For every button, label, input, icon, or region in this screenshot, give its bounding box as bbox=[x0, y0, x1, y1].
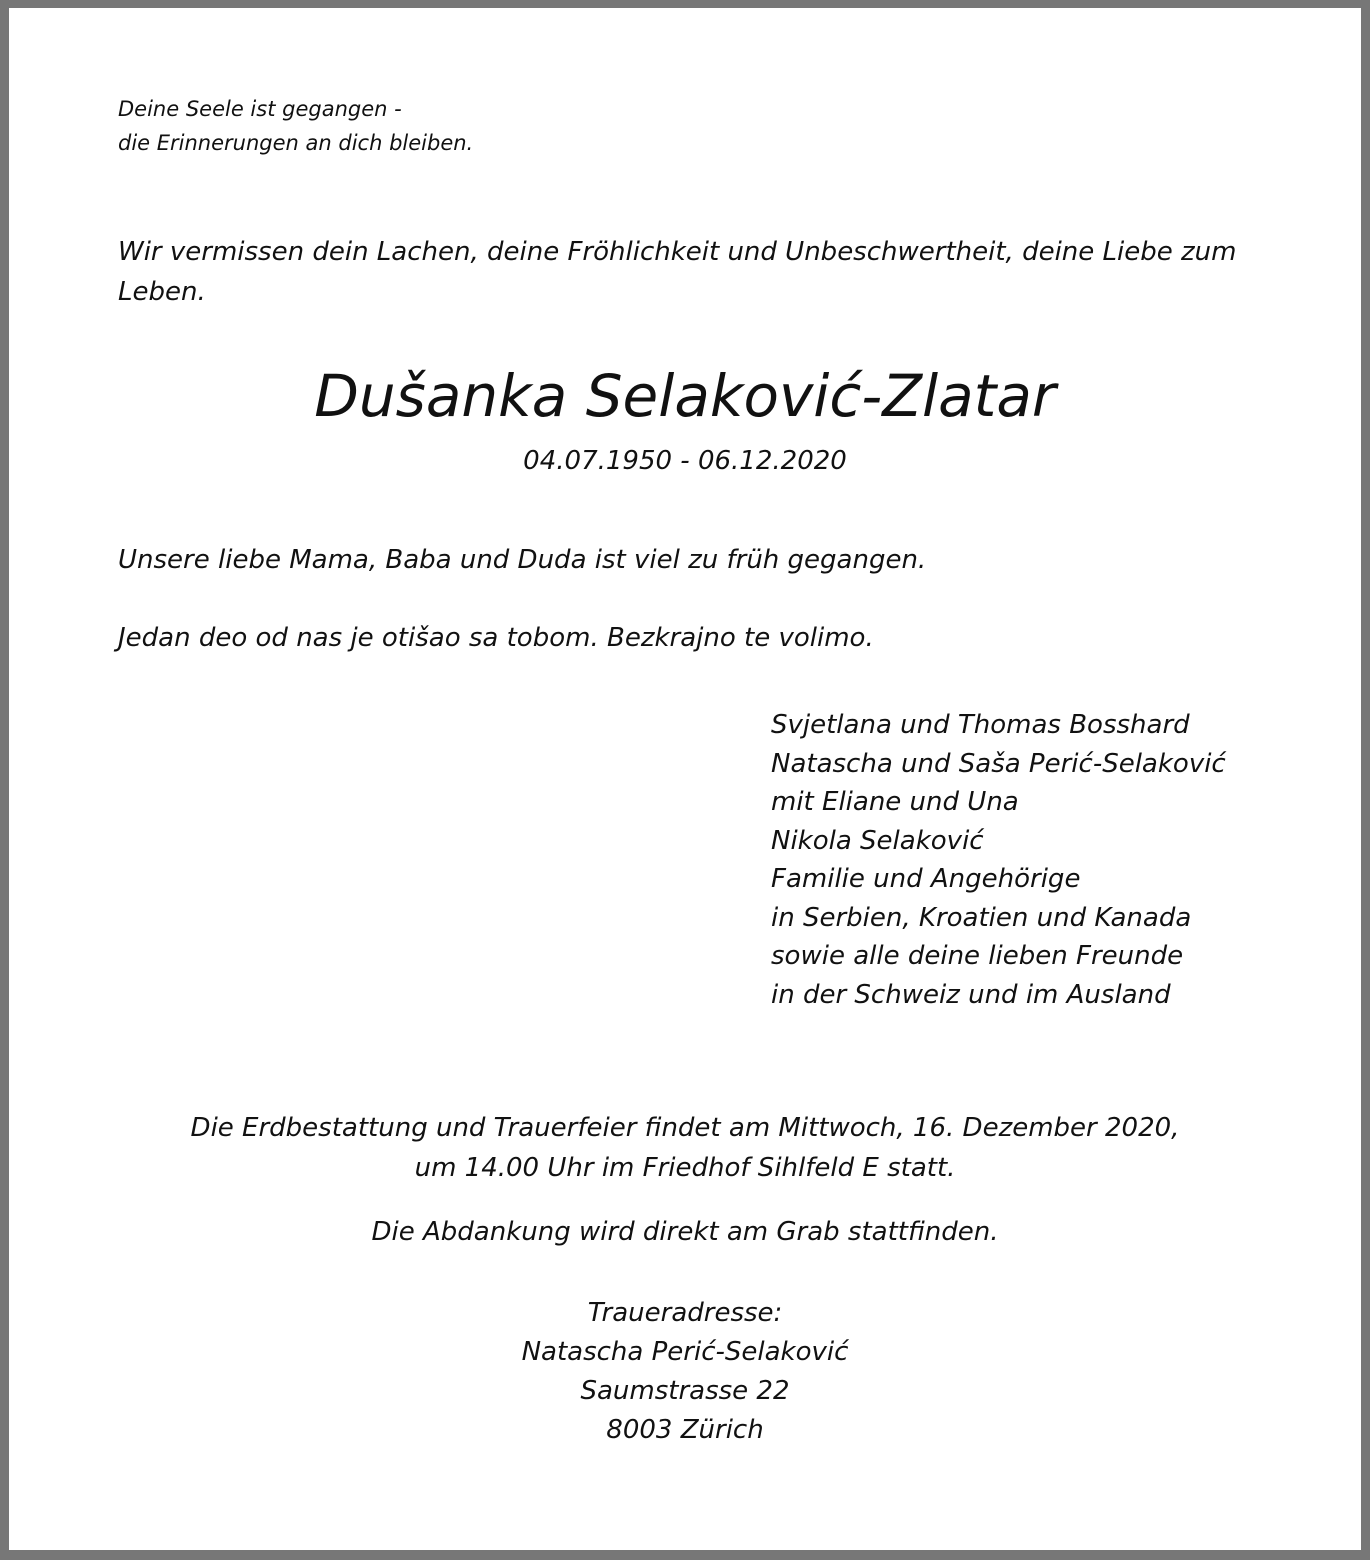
obituary-page bbox=[9, 8, 1361, 1550]
family-line: Familie und Angehörige bbox=[771, 864, 1081, 894]
address-line: 8003 Zürich bbox=[606, 1415, 764, 1445]
mourning-address bbox=[9, 1294, 1361, 1450]
address-line: Traueradresse: bbox=[587, 1298, 783, 1328]
life-dates: 04.07.1950 - 06.12.2020 bbox=[523, 446, 847, 476]
funeral-info bbox=[9, 1108, 1361, 1188]
opening-quote bbox=[118, 92, 473, 160]
family-line: mit Eliane und Una bbox=[771, 787, 1019, 817]
quote-line: die Erinnerungen an dich bleiben. bbox=[118, 131, 474, 155]
abdankung-info: Die Abdankung wird direkt am Grab stattfinden. bbox=[371, 1217, 999, 1247]
family-line: Natascha und Saša Perić-Selaković bbox=[771, 748, 1226, 779]
deceased-name: Dušanka Selaković-Zlatar bbox=[314, 362, 1056, 430]
paragraph-german: Unsere liebe Mama, Baba und Duda ist viel zu früh gegangen. bbox=[118, 545, 927, 575]
funeral-line: um 14.00 Uhr im Friedhof Sihlfeld E statt. bbox=[414, 1153, 956, 1183]
family-line: Nikola Selaković bbox=[771, 825, 984, 856]
funeral-line: Die Erdbestattung und Trauerfeier findet am Mittwoch, 16. Dezember 2020, bbox=[190, 1113, 1180, 1143]
family-signatures bbox=[771, 706, 1226, 1014]
family-line: in der Schweiz und im Ausland bbox=[771, 979, 1171, 1010]
quote-line: Deine Seele ist gegangen - bbox=[118, 97, 402, 121]
paragraph-serbian: Jedan deo od nas je otišao sa tobom. Bezkrajno te volimo. bbox=[118, 623, 874, 653]
family-line: in Serbien, Kroatien und Kanada bbox=[771, 902, 1192, 933]
family-line: sowie alle deine lieben Freunde bbox=[771, 941, 1184, 971]
family-line: Svjetlana und Thomas Bosshard bbox=[771, 710, 1190, 740]
address-line: Saumstrasse 22 bbox=[580, 1376, 790, 1406]
intro-paragraph: Wir vermissen dein Lachen, deine Fröhlichkeit und Unbeschwertheit, deine Liebe zum Leben. bbox=[118, 237, 1237, 307]
address-line: Natascha Perić-Selaković bbox=[521, 1337, 849, 1367]
